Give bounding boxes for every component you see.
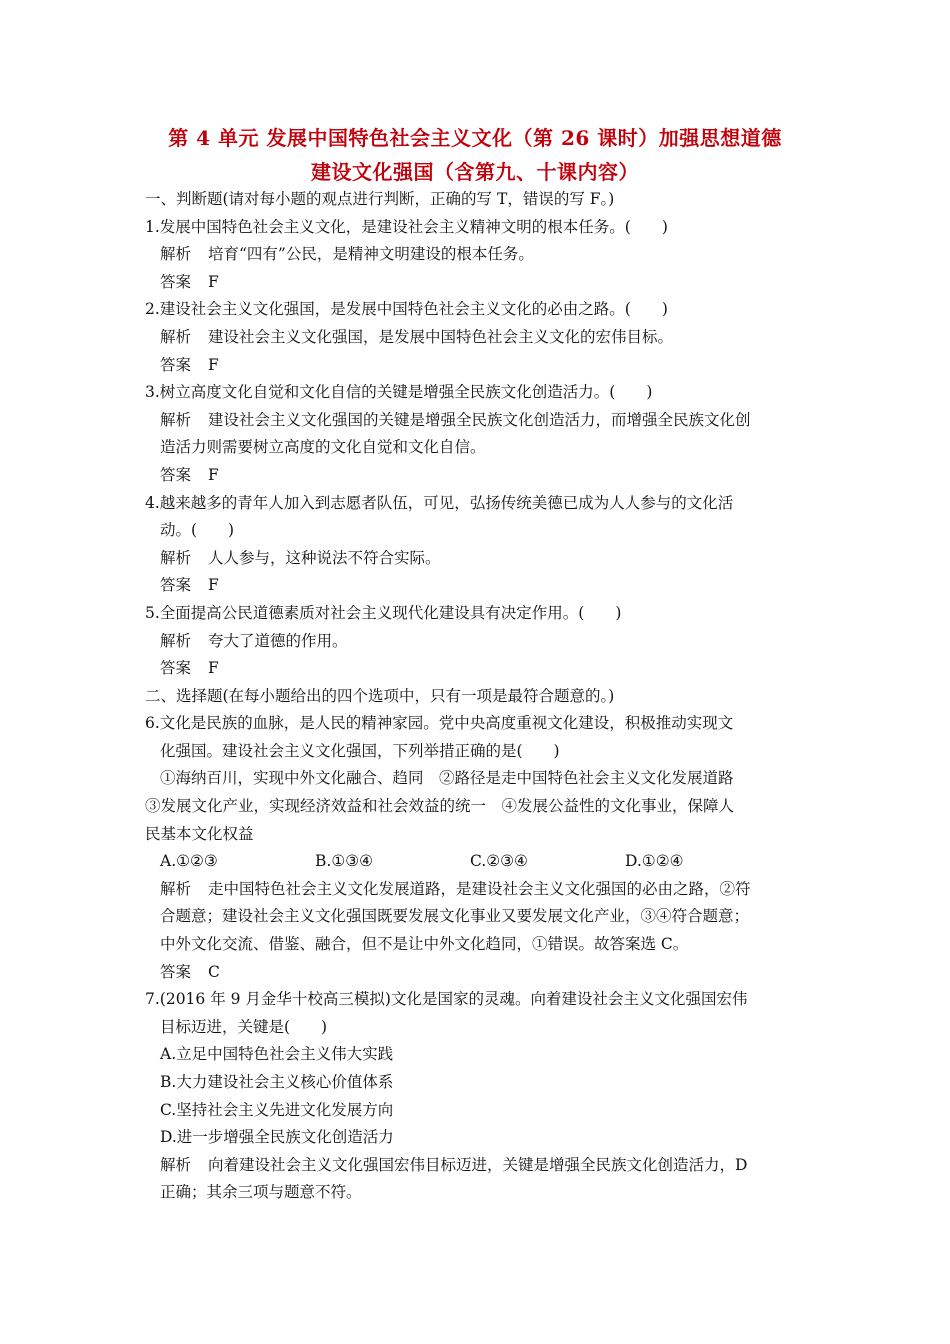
option-d: D.①②④	[625, 852, 684, 871]
answer-value: C	[208, 962, 220, 981]
option-d: D.进一步增强全民族文化创造活力	[160, 1128, 394, 1147]
question-6-analysis	[145, 876, 815, 904]
question-6-item-line1: ①海纳百川，实现中外文化融合、趋同 ②路径是走中国特色社会主义文化发展道路	[160, 769, 734, 788]
analysis-label: 解析	[160, 548, 192, 567]
option-b: B.大力建设社会主义核心价值体系	[160, 1073, 394, 1091]
question-5-answer	[145, 655, 815, 683]
question-5-analysis	[145, 628, 815, 656]
question-1-stem: 1.发展中国特色社会主义文化，是建设社会主义精神文明的根本任务。( )	[145, 217, 668, 236]
question-3-analysis-cont: 造活力则需要树立高度的文化自觉和文化自信。	[160, 438, 486, 457]
question-6-answer	[145, 959, 815, 987]
analysis-label: 解析	[160, 410, 192, 429]
analysis-text: 建设社会主义文化强国的关键是增强全民族文化创造活力，而增强全民族文化创	[208, 410, 751, 429]
answer-value: F	[208, 465, 219, 484]
option-a: A.立足中国特色社会主义伟大实践	[160, 1045, 394, 1064]
question-4-answer	[145, 572, 815, 600]
question-6-item-line2: ③发展文化产业，实现经济效益和社会效益的统一 ④发展公益性的文化事业，保障人	[145, 797, 735, 816]
question-7-analysis	[145, 1152, 815, 1180]
analysis-text: 培育“四有”公民，是精神文明建设的根本任务。	[208, 245, 534, 264]
answer-label: 答案	[160, 659, 192, 678]
answer-label: 答案	[160, 576, 192, 595]
analysis-text: 人人参与，这种说法不符合实际。	[208, 548, 441, 567]
section-heading-choice: 二、选择题(在每小题给出的四个选项中，只有一项是最符合题意的。)	[145, 686, 615, 705]
document-body	[145, 186, 815, 1207]
question-3-answer	[145, 462, 815, 490]
option-c: C.②③④	[470, 852, 528, 871]
analysis-label: 解析	[160, 631, 192, 650]
question-6-analysis-cont2: 中外文化交流、借鉴、融合，但不是让中外文化趋同，①错误。故答案选 C。	[160, 935, 689, 954]
answer-label: 答案	[160, 355, 192, 374]
analysis-label: 解析	[160, 879, 192, 898]
question-4-analysis	[145, 545, 815, 573]
question-1-answer	[145, 269, 815, 297]
section-heading-judgment: 一、判断题(请对每小题的观点进行判断，正确的写 T，错误的写 F。)	[145, 190, 615, 208]
answer-value: F	[208, 272, 219, 291]
question-4-stem: 4.越来越多的青年人加入到志愿者队伍，可见，弘扬传统美德已成为人人参与的文化活	[145, 493, 734, 512]
question-6-stem: 6.文化是民族的血脉，是人民的精神家园。党中央高度重视文化建设，积极推动实现文	[145, 714, 734, 733]
question-2-answer	[145, 352, 815, 380]
answer-value: F	[208, 355, 219, 374]
analysis-text: 向着建设社会主义文化强国宏伟目标迈进，关键是增强全民族文化创造活力，D	[208, 1155, 748, 1174]
document-title-line2: 建设文化强国（含第九、十课内容）	[311, 160, 639, 184]
analysis-label: 解析	[160, 327, 192, 346]
answer-value: F	[208, 659, 219, 678]
question-6-stem-cont: 化强国。建设社会主义文化强国，下列举措正确的是( )	[160, 741, 560, 760]
question-3-analysis	[145, 407, 815, 435]
question-7-stem: 7.(2016 年 9 月金华十校高三模拟)文化是国家的灵魂。向着建设社会主义文化强国宏伟	[145, 990, 748, 1009]
analysis-text: 走中国特色社会主义文化发展道路，是建设社会主义文化强国的必由之路，②符	[208, 879, 751, 898]
question-1-analysis	[145, 241, 815, 269]
answer-label: 答案	[160, 962, 192, 981]
option-b: B.①③④	[315, 852, 374, 871]
answer-label: 答案	[160, 465, 192, 484]
question-6-analysis-cont1: 合题意；建设社会主义文化强国既要发展文化事业又要发展文化产业，③④符合题意；	[160, 907, 750, 926]
question-2-stem: 2.建设社会主义文化强国，是发展中国特色社会主义文化的必由之路。( )	[145, 300, 668, 319]
question-5-stem: 5.全面提高公民道德素质对社会主义现代化建设具有决定作用。( )	[145, 603, 622, 622]
analysis-text: 建设社会主义文化强国，是发展中国特色社会主义文化的宏伟目标。	[208, 327, 674, 346]
question-7-analysis-cont: 正确；其余三项与题意不符。	[160, 1183, 362, 1202]
analysis-text: 夸大了道德的作用。	[208, 631, 348, 650]
analysis-label: 解析	[160, 245, 192, 264]
question-4-stem-cont: 动。( )	[160, 521, 235, 540]
question-6-item-line3: 民基本文化权益	[145, 824, 254, 843]
question-3-stem: 3.树立高度文化自觉和文化自信的关键是增强全民族文化创造活力。( )	[145, 383, 653, 402]
document-title-line1: 第 4 单元 发展中国特色社会主义文化（第 26 课时）加强思想道德	[168, 126, 782, 150]
question-7-stem-cont: 目标迈进，关键是( )	[160, 1017, 328, 1036]
answer-value: F	[208, 576, 219, 595]
option-a: A.①②③	[160, 852, 218, 871]
question-6-options	[145, 848, 815, 876]
analysis-label: 解析	[160, 1155, 192, 1174]
question-2-analysis	[145, 324, 815, 352]
option-c: C.坚持社会主义先进文化发展方向	[160, 1100, 394, 1119]
answer-label: 答案	[160, 272, 192, 291]
